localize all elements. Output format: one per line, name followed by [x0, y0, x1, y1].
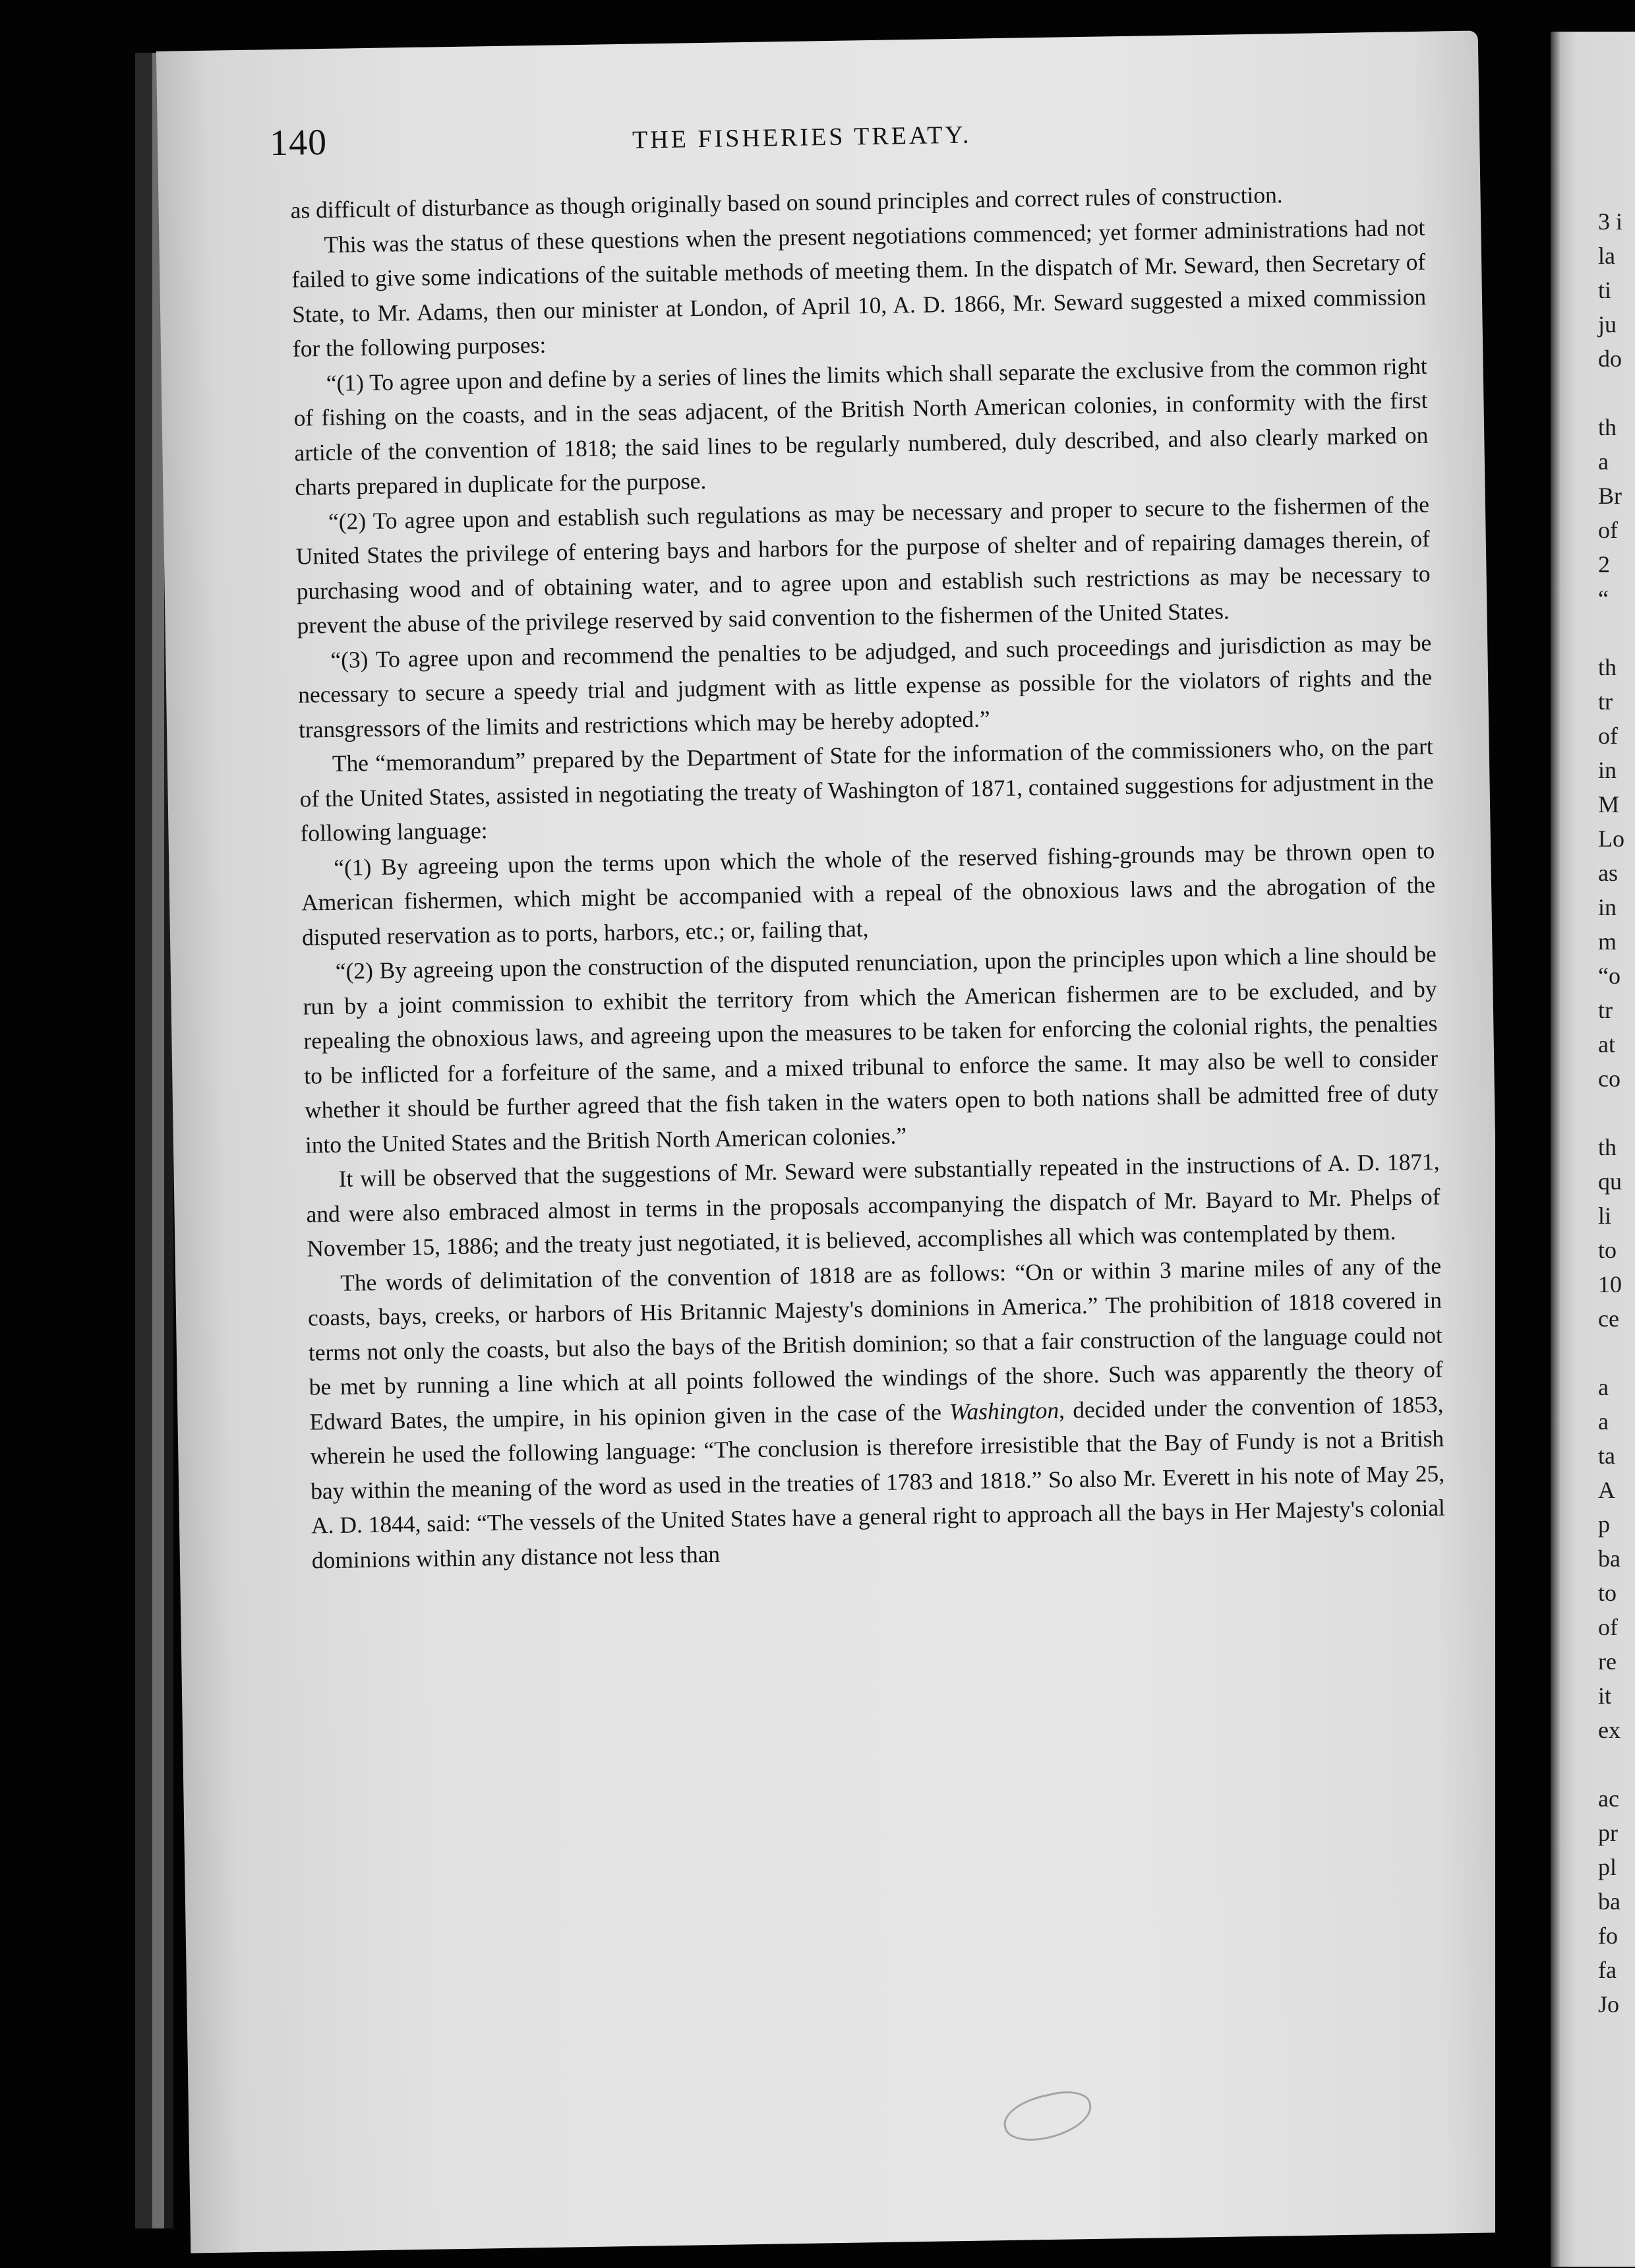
page-number: 140: [269, 121, 328, 164]
next-page-fragment: at: [1598, 1031, 1615, 1058]
next-page-fragment: a: [1598, 448, 1609, 475]
next-page-fragment: ta: [1598, 1443, 1615, 1469]
next-page-fragment: 3 i: [1598, 208, 1623, 235]
next-page-fragment: ba: [1598, 1888, 1620, 1915]
paragraph: It will be observed that the suggestions of Mr. Seward were substantially repeated in the instructions of A. D. 1871, and were also embraced almost in terms in the proposals accompanying the dispatch of Mr. Bayard to Mr. Phelps of November 15, 1886; and the treaty just negotiated, it is believed, accomplishes all which was contemplated by them.: [306, 1148, 1441, 1262]
next-page-fragment: in: [1598, 757, 1617, 783]
ship-name: Washington: [949, 1396, 1059, 1425]
next-page-fragment: la: [1598, 243, 1615, 269]
next-page-fragment: [1598, 1747, 1624, 1781]
next-page-fragment: ex: [1598, 1717, 1620, 1743]
next-page-fragment: fo: [1598, 1923, 1618, 1949]
next-page-fragment: th: [1598, 654, 1617, 680]
next-page-fragment: qu: [1598, 1168, 1622, 1195]
next-page-fragment: Jo: [1598, 1991, 1620, 2017]
next-page-fragment: m: [1598, 928, 1617, 955]
next-page-fragment: co: [1598, 1065, 1620, 1092]
next-page-fragment: ce: [1598, 1305, 1619, 1332]
paragraph: as difficult of disturbance as though originally based on sound principles and correct rules of construction.: [290, 181, 1283, 224]
next-page-fragment: tr: [1598, 688, 1613, 715]
paragraph: This was the status of these questions when the present negotiations commenced; yet former administrations had not failed to give some indications of the suitable methods of meeting them. In the dispatch of Mr. Seward, then Secretary of State, to Mr. Adams, then our minister at London, of April 10, A. D. 1866, Mr. Seward suggested a mixed commission for the following purposes:: [291, 214, 1427, 362]
quoted-paragraph: “(1) By agreeing upon the terms upon which the whole of the reserved fishing-grounds may be thrown open to American fishermen, which might be accompanied with a repeal of the obnoxious laws and the abrogation of the disputed reservation as to ports, harbors, etc.; or, failing that,: [301, 837, 1436, 951]
next-page-fragment: Lo: [1598, 825, 1624, 852]
next-page-fragment: to: [1598, 1237, 1617, 1263]
quoted-paragraph: “(2) To agree upon and establish such regulations as may be necessary and proper to secure to the fishermen of the United States the privilege of entering bays and harbors for the purpose of shelter and of repairing damages therein, of purchasing wood and of obtaining water, and to agree upon and establish such restrictions as may be necessary to prevent the abuse of the privilege reserved by said convention to the fishermen of the United States.: [295, 491, 1431, 639]
next-page-edge: [1551, 32, 1635, 2267]
next-page-fragment: as: [1598, 860, 1618, 886]
next-page-fragment: [1598, 1336, 1624, 1370]
pencil-mark: [999, 2085, 1096, 2148]
next-page-fragment: of: [1598, 517, 1618, 543]
paragraph-delimitation: [307, 1248, 1446, 1577]
book-edge-dark: [135, 53, 152, 2228]
next-page-fragment: of: [1598, 1614, 1618, 1640]
next-page-fragment: “o: [1598, 963, 1620, 989]
text-segment: , decided under the convention of 1853, wherein he used the following language: “The conclusion is therefore irresistible that the Bay of Fundy is not a British bay within the meaning of the word as used in the treaties of 1783 and 1818.” So also Mr. Everett in his note of May 25, A. D. 1844, said: “The vessels of the United States have a general right to approach all the bays in Her Majesty's colonial dominions within any distance not less than: [310, 1390, 1446, 1574]
running-title: THE FISHERIES TREATY.: [632, 121, 972, 154]
next-page-fragment: Br: [1598, 483, 1622, 509]
next-page-fragment: [1598, 616, 1624, 650]
next-page-fragment: 10: [1598, 1271, 1622, 1298]
page-content: [269, 104, 1446, 1578]
text-segment: The words of delimitation of the convention of 1818 are as follows: “On or within 3 marine miles of any of the coasts, bays, creeks, or harbors of His Britannic Majesty's dominions in America.” The prohibition of 1818 covered in terms not only the coasts, but also the bays of the British dominion; so that a fair construction of the language could not be met by running a line which at all points followed the windings of the shore. Such was apparently the theory of Edward Bates, the umpire, in his opinion given in the case of the: [307, 1252, 1443, 1435]
next-page-fragment: “: [1598, 585, 1609, 612]
next-page-fragment: pl: [1598, 1854, 1617, 1880]
next-page-fragment: li: [1598, 1203, 1612, 1229]
next-page-fragment: ju: [1598, 311, 1617, 338]
next-page-fragment: of: [1598, 723, 1618, 749]
next-page-fragment: a: [1598, 1374, 1609, 1400]
quoted-paragraph: “(2) By agreeing upon the construction of the disputed renunciation, upon the principles upon which a line should be run by a joint commission to exhibit the territory from which the American fishermen are to be excluded, and by repealing the obnoxious laws, and agreeing upon the measures to be taken for enforcing the colonial rights, the penalties to be inflicted for a forfeiture of the same, and a mixed tribunal to enforce the same. It may also be well to consider whether it should be further agreed that the fish taken in the waters open to both nations shall be admitted free of duty into the United States and the British North American colonies.”: [303, 940, 1439, 1158]
next-page-fragment: in: [1598, 894, 1617, 920]
book-page: [156, 30, 1512, 2253]
next-page-fragment: M: [1598, 791, 1620, 818]
next-page-fragment: do: [1598, 345, 1622, 372]
next-page-fragment: re: [1598, 1648, 1617, 1675]
next-page-fragment: ti: [1598, 277, 1612, 303]
quoted-paragraph: “(3) To agree upon and recommend the penalties to be adjudged, and such proceedings and jurisdiction as may be necessary to secure a speedy trial and judgment with as little expense as possible for the violators of rights and the transgressors of the limits and restrictions which may be hereby adopted.”: [297, 629, 1433, 743]
next-page-text: [1598, 204, 1624, 2021]
next-page-fragment: ba: [1598, 1545, 1620, 1572]
next-page-fragment: to: [1598, 1580, 1617, 1606]
next-page-fragment: th: [1598, 414, 1617, 440]
next-page-fragment: it: [1598, 1683, 1612, 1709]
next-page-fragment: th: [1598, 1134, 1617, 1160]
next-page-fragment: p: [1598, 1511, 1610, 1537]
next-page-fragment: fa: [1598, 1957, 1617, 1983]
quoted-paragraph: “(1) To agree upon and define by a series of lines the limits which shall separate the exclusive from the common right of fishing on the coasts, and in the seas adjacent, of the British North American colonies, in conformity with the first article of the convention of 1818; the said lines to be regularly numbered, duly described, and also clearly marked on charts prepared in duplicate for the purpose.: [293, 352, 1429, 500]
next-page-fragment: 2: [1598, 551, 1610, 578]
paragraph: The “memorandum” prepared by the Department of State for the information of the commissioners who, on the part of the United States, assisted in negotiating the treaty of Washington of 1871, contained suggestions for adjustment in the following language:: [299, 732, 1434, 847]
next-page-fragment: A: [1598, 1477, 1615, 1503]
next-page-fragment: [1598, 1096, 1624, 1130]
next-page-fragment: pr: [1598, 1820, 1618, 1846]
next-page-fragment: [1598, 376, 1624, 410]
running-head: [269, 104, 1424, 181]
next-page-fragment: a: [1598, 1408, 1609, 1435]
next-page-fragment: tr: [1598, 997, 1613, 1023]
next-page-fragment: ac: [1598, 1785, 1619, 1812]
body-text: [290, 175, 1446, 1578]
gutter-shadow: [1495, 0, 1551, 2268]
